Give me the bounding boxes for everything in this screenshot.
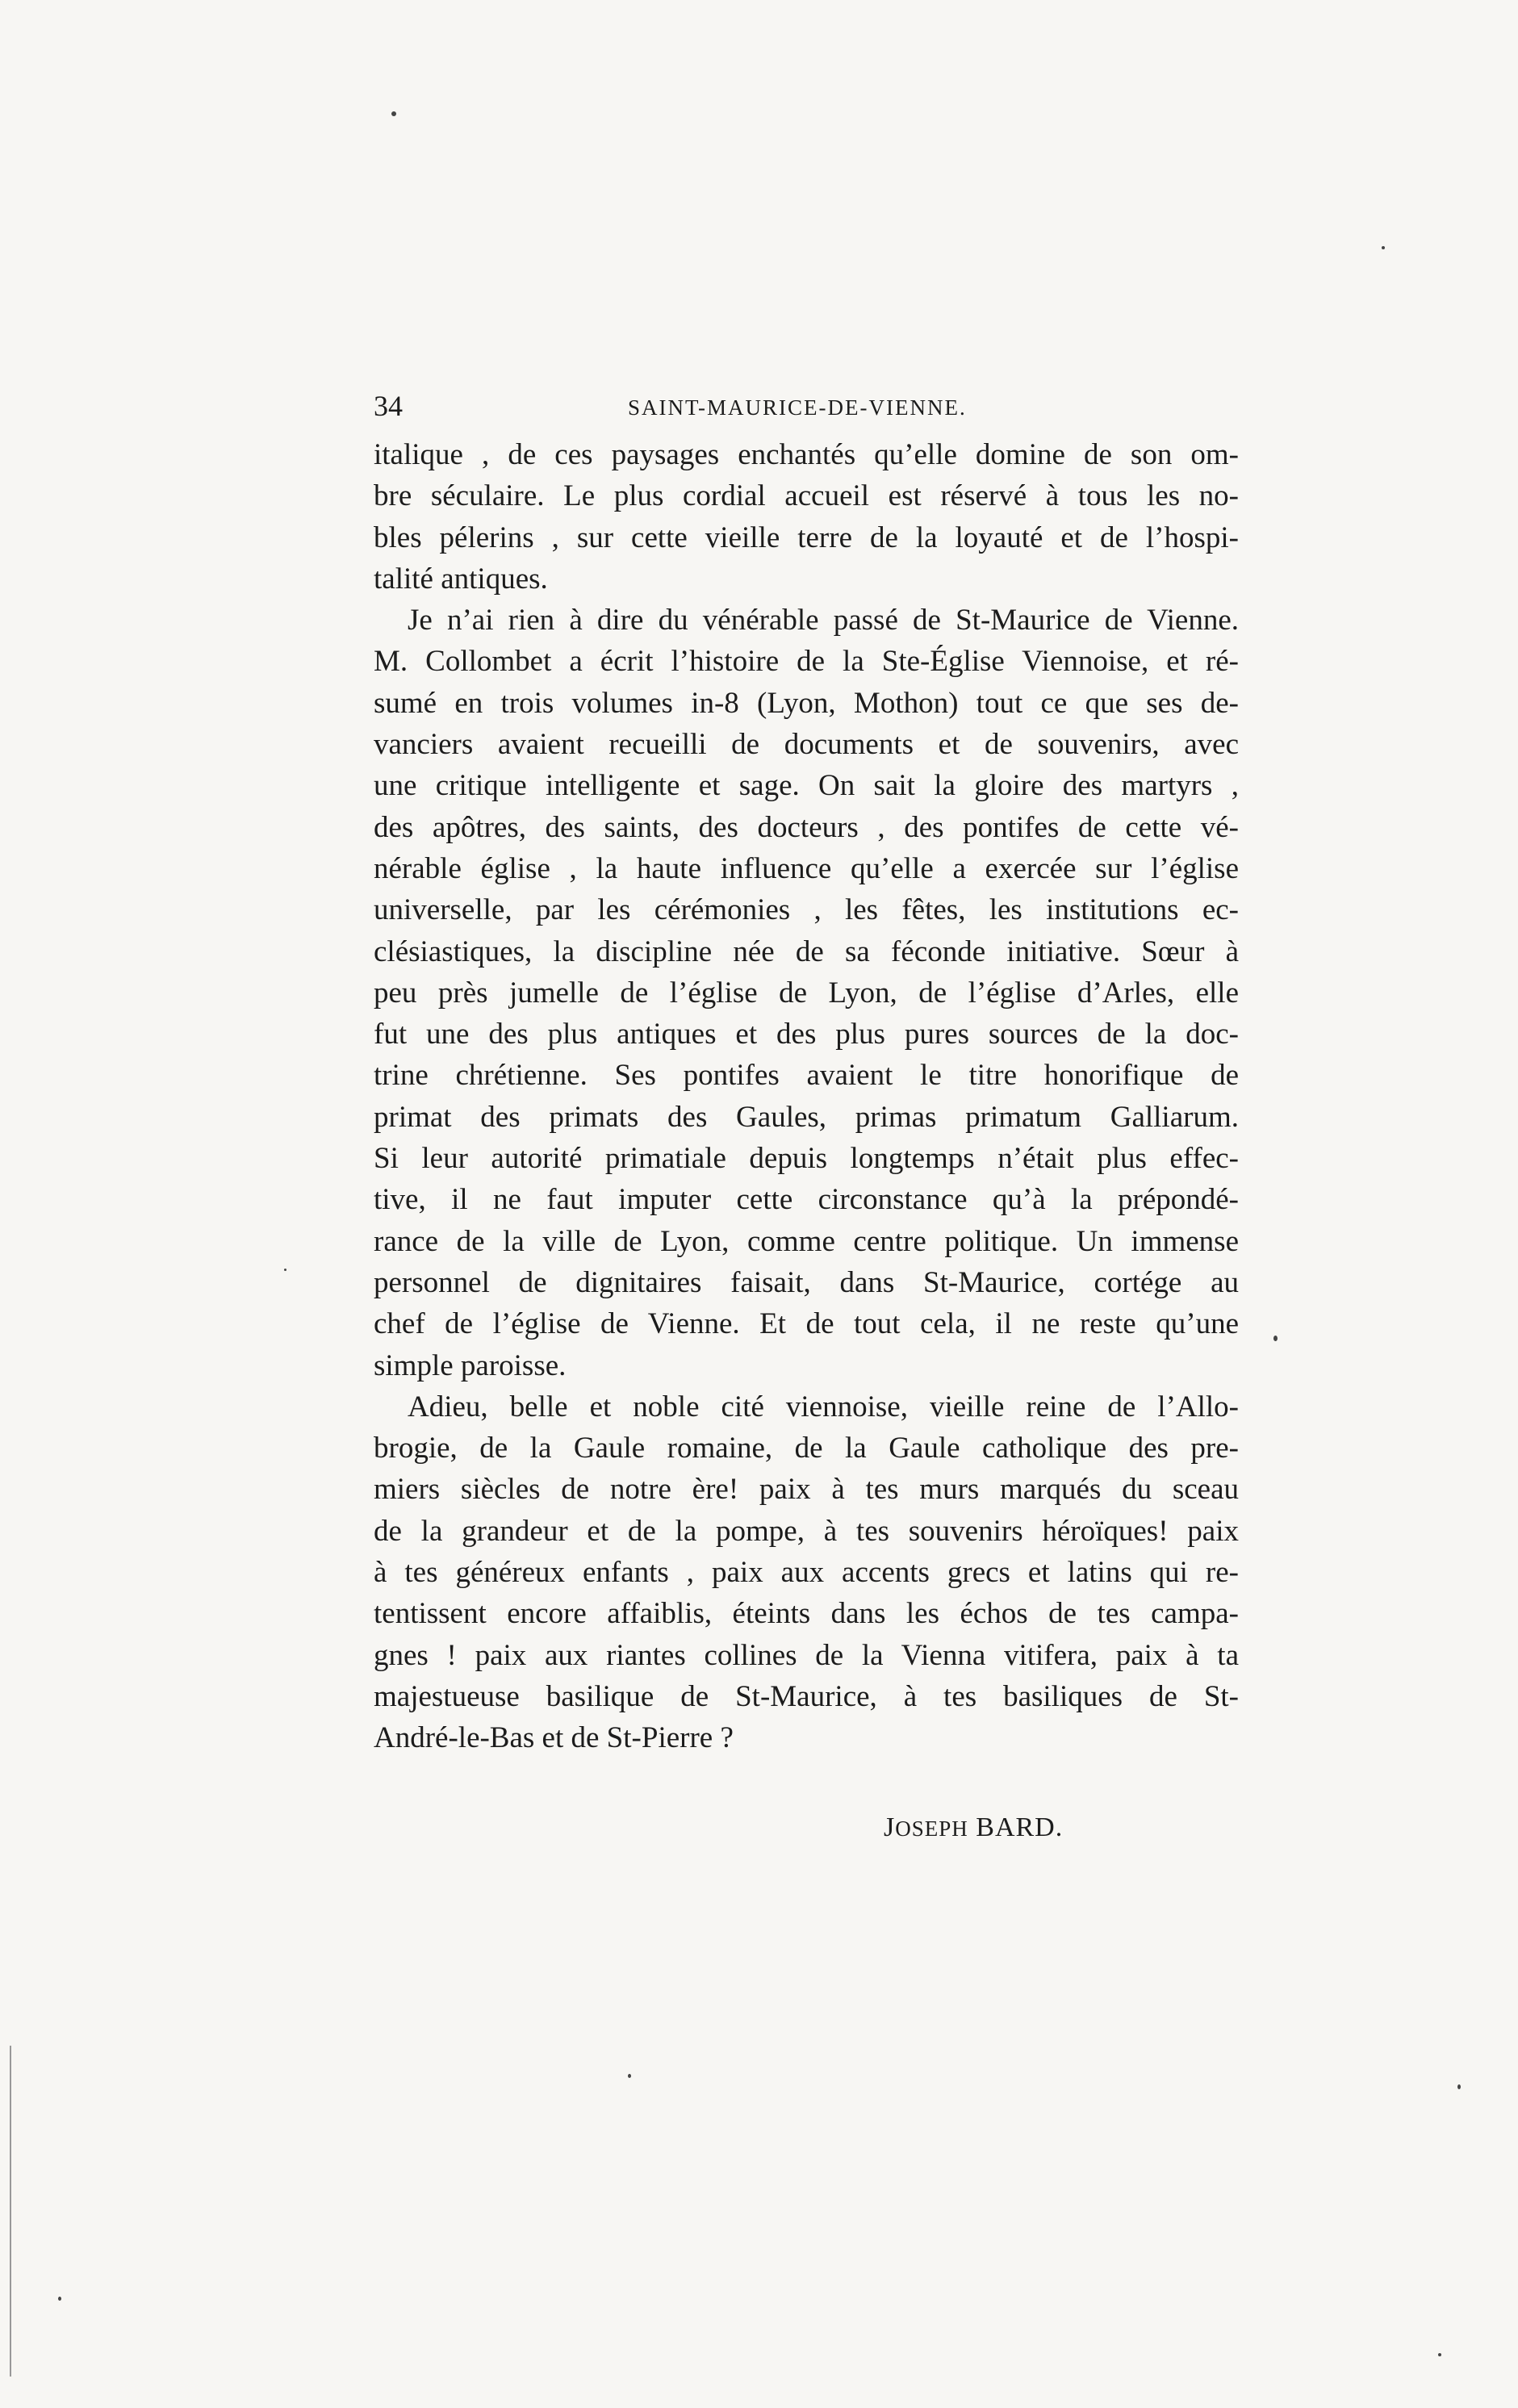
text-line: primat des primats des Gaules, primas primatum Galliarum. [374, 1100, 1239, 1134]
author-signature [884, 1808, 1063, 1849]
text-line: bles pélerins , sur cette vieille terre de la loyauté et de l’hospi- [374, 520, 1239, 554]
page-header [374, 386, 1239, 426]
text-line: Adieu, belle et noble cité viennoise, vieille reine de l’Allo- [408, 1390, 1239, 1423]
signature-first-name: OSEPH [895, 1816, 968, 1841]
scan-speck [628, 2074, 631, 2078]
text-line: une critique intelligente et sage. On sait la gloire des martyrs , [374, 769, 1239, 803]
text-line: universelle, par les cérémonies , les fêtes, les institutions ec- [374, 893, 1239, 927]
text-line: rance de la ville de Lyon, comme centre politique. Un immense [374, 1224, 1239, 1258]
text-line: André-le-Bas et de St-Pierre ? [374, 1721, 734, 1755]
text-line: chef de l’église de Vienne. Et de tout cela, il ne reste qu’une [374, 1307, 1239, 1341]
text-line: fut une des plus antiques et des plus pures sources de la doc- [374, 1018, 1239, 1051]
scan-edge-mark [10, 2046, 11, 2377]
text-line: simple paroisse. [374, 1348, 567, 1382]
text-line: Si leur autorité primatiale depuis longtemps n’était plus effec- [374, 1142, 1239, 1176]
scan-speck [1382, 246, 1385, 249]
text-line: tentissent encore affaiblis, éteints dans les échos de tes campa- [374, 1597, 1239, 1631]
scan-speck [1273, 1336, 1278, 1341]
running-title: SAINT-MAURICE-DE-VIENNE. [628, 395, 967, 420]
text-line: Je n’ai rien à dire du vénérable passé de St-Maurice de Vienne. [408, 604, 1239, 638]
text-line: brogie, de la Gaule romaine, de la Gaule catholique des pre- [374, 1432, 1239, 1465]
text-line: vanciers avaient recueilli de documents et de souvenirs, avec [374, 728, 1239, 762]
text-line: sumé en trois volumes in-8 (Lyon, Mothon) tout ce que ses de- [374, 686, 1239, 720]
text-line: tive, il ne faut imputer cette circonstance qu’à la prépondé- [374, 1183, 1239, 1217]
scan-speck [1457, 2084, 1461, 2089]
text-line: peu près jumelle de l’église de Lyon, de l’église d’Arles, elle [374, 976, 1239, 1010]
text-line: nérable église , la haute influence qu’elle a exercée sur l’église [374, 851, 1239, 885]
scan-speck [1438, 2353, 1441, 2356]
body-text [374, 434, 1239, 1759]
text-line: miers siècles de notre ère! paix à tes murs marqués du sceau [374, 1473, 1239, 1507]
scan-speck [58, 2297, 61, 2301]
text-line: italique , de ces paysages enchantés qu’elle domine de son om- [374, 438, 1239, 471]
text-line: de la grandeur et de la pompe, à tes souvenirs héroïques! paix [374, 1514, 1239, 1548]
page-number: 34 [374, 390, 403, 422]
text-line: gnes ! paix aux riantes collines de la Vienna vitifera, paix à ta [374, 1638, 1239, 1672]
scan-speck [391, 111, 396, 116]
text-line: M. Collombet a écrit l’histoire de la Ste-Église Viennoise, et ré- [374, 645, 1239, 679]
text-line: personnel de dignitaires faisait, dans St-Maurice, cortége au [374, 1265, 1239, 1299]
text-line: trine chrétienne. Ses pontifes avaient le titre honorifique de [374, 1059, 1239, 1093]
signature-last-name: BARD. [976, 1812, 1064, 1842]
text-line: majestueuse basilique de St-Maurice, à tes basiliques de St- [374, 1679, 1239, 1713]
signature-initial: J [884, 1812, 896, 1842]
text-line: clésiastiques, la discipline née de sa féconde initiative. Sœur à [374, 934, 1239, 968]
text-line: à tes généreux enfants , paix aux accents grecs et latins qui re- [374, 1556, 1239, 1590]
scan-speck [284, 1269, 286, 1271]
text-line: des apôtres, des saints, des docteurs , des pontifes de cette vé- [374, 810, 1239, 844]
text-line: talité antiques. [374, 562, 548, 596]
text-line: bre séculaire. Le plus cordial accueil est réservé à tous les no- [374, 479, 1239, 513]
